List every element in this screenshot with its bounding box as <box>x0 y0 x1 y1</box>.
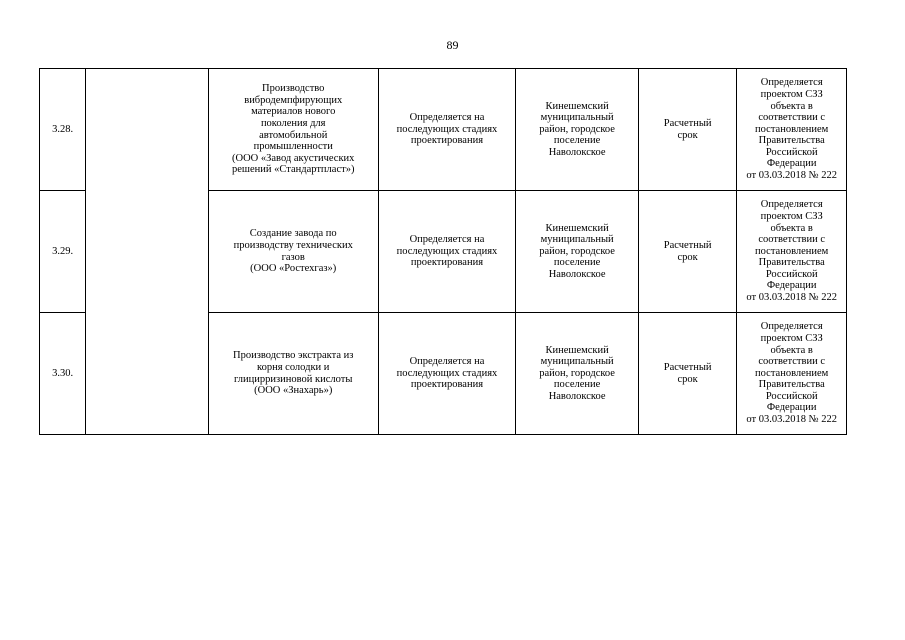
text-line: (ООО «Ростехгаз») <box>250 263 337 275</box>
text-line: объекта в <box>770 344 813 356</box>
text-line: Определяется на <box>409 356 485 368</box>
parameters-cell <box>378 69 516 191</box>
text-line: соответствии с <box>758 112 825 124</box>
text-line: проектом СЗЗ <box>760 210 823 222</box>
object-name-cell <box>208 191 378 313</box>
text-line: проектирования <box>410 379 484 391</box>
row-number-cell: 3.28. <box>40 69 86 191</box>
text-line: Федерации <box>766 158 817 170</box>
text-line: соответствии с <box>758 234 825 246</box>
text-line: постановлением <box>755 123 829 135</box>
row-number-cell: 3.29. <box>40 191 86 313</box>
text-line: Производство <box>262 83 325 95</box>
text-line: постановлением <box>755 367 829 379</box>
text-line: Определяется <box>760 321 823 333</box>
text-line: Российской <box>765 268 818 280</box>
text-line: Наволокское <box>548 390 606 402</box>
term-cell <box>638 191 736 313</box>
text-line: газов <box>281 251 305 263</box>
page-number: 89 <box>446 38 459 52</box>
parameters-cell <box>378 313 516 435</box>
text-line: Кинешемский <box>545 222 609 234</box>
text-line: Создание завода по <box>249 228 337 240</box>
text-line: Расчетный <box>663 117 712 129</box>
text-line: от 03.03.2018 № 222 <box>746 170 837 182</box>
location-cell <box>516 313 639 435</box>
table-row <box>40 69 847 191</box>
text-line: Российской <box>765 390 818 402</box>
text-line: Федерации <box>766 402 817 414</box>
text-line: поселение <box>553 379 601 391</box>
text-line: Федерации <box>766 280 817 292</box>
object-name-cell <box>208 313 378 435</box>
location-cell <box>516 69 639 191</box>
text-line: (ООО «Завод акустических <box>232 152 355 164</box>
text-line: (ООО «Знахарь») <box>254 385 333 397</box>
text-line: соответствии с <box>758 356 825 368</box>
text-line: срок <box>677 129 698 141</box>
text-line: последующих стадиях <box>396 123 498 135</box>
text-line: срок <box>677 251 698 263</box>
text-line: от 03.03.2018 № 222 <box>746 414 837 426</box>
text-line: Определяется <box>760 77 823 89</box>
text-line: поселение <box>553 257 601 269</box>
text-line: проектом СЗЗ <box>760 332 823 344</box>
text-line: Правительства <box>758 135 825 147</box>
parameters-cell <box>378 191 516 313</box>
object-name-cell <box>208 69 378 191</box>
merged-empty-cell <box>86 69 209 435</box>
row-number-cell: 3.30. <box>40 313 86 435</box>
text-line: Определяется на <box>409 112 485 124</box>
protection-zone-cell <box>737 313 847 435</box>
text-line: объекта в <box>770 100 813 112</box>
text-line: муниципальный <box>540 356 614 368</box>
text-line: Расчетный <box>663 239 712 251</box>
objects-table <box>39 68 847 435</box>
text-line: Расчетный <box>663 361 712 373</box>
location-cell <box>516 191 639 313</box>
text-line: промышленности <box>253 141 333 153</box>
text-line: муниципальный <box>540 234 614 246</box>
text-line: автомобильной <box>259 129 328 141</box>
text-line: Правительства <box>758 257 825 269</box>
text-line: проектирования <box>410 135 484 147</box>
text-line: поселение <box>553 135 601 147</box>
text-line: Наволокское <box>548 146 606 158</box>
protection-zone-cell <box>737 69 847 191</box>
text-line: поколения для <box>260 117 326 129</box>
text-line: район, городское <box>539 245 615 257</box>
text-line: срок <box>677 373 698 385</box>
text-line: район, городское <box>539 367 615 379</box>
text-line: объекта в <box>770 222 813 234</box>
text-line: проектом СЗЗ <box>760 88 823 100</box>
protection-zone-cell <box>737 191 847 313</box>
text-line: последующих стадиях <box>396 367 498 379</box>
text-line: муниципальный <box>540 112 614 124</box>
text-line: постановлением <box>755 245 829 257</box>
text-line: от 03.03.2018 № 222 <box>746 292 837 304</box>
text-line: Кинешемский <box>545 344 609 356</box>
text-line: материалов нового <box>251 106 336 118</box>
text-line: последующих стадиях <box>396 245 498 257</box>
term-cell <box>638 69 736 191</box>
text-line: Определяется на <box>409 234 485 246</box>
text-line: Наволокское <box>548 268 606 280</box>
text-line: вибродемпфирующих <box>244 94 343 106</box>
text-line: Определяется <box>760 199 823 211</box>
text-line: Правительства <box>758 379 825 391</box>
text-line: Кинешемский <box>545 100 609 112</box>
text-line: решений «Стандартпласт») <box>231 164 355 176</box>
text-line: Производство экстракта из <box>233 350 354 362</box>
text-line: корня солодки и <box>257 361 330 373</box>
term-cell <box>638 313 736 435</box>
text-line: проектирования <box>410 257 484 269</box>
text-line: Российской <box>765 146 818 158</box>
text-line: район, городское <box>539 123 615 135</box>
text-line: глицирризиновой кислоты <box>234 373 353 385</box>
text-line: производству технических <box>233 239 353 251</box>
